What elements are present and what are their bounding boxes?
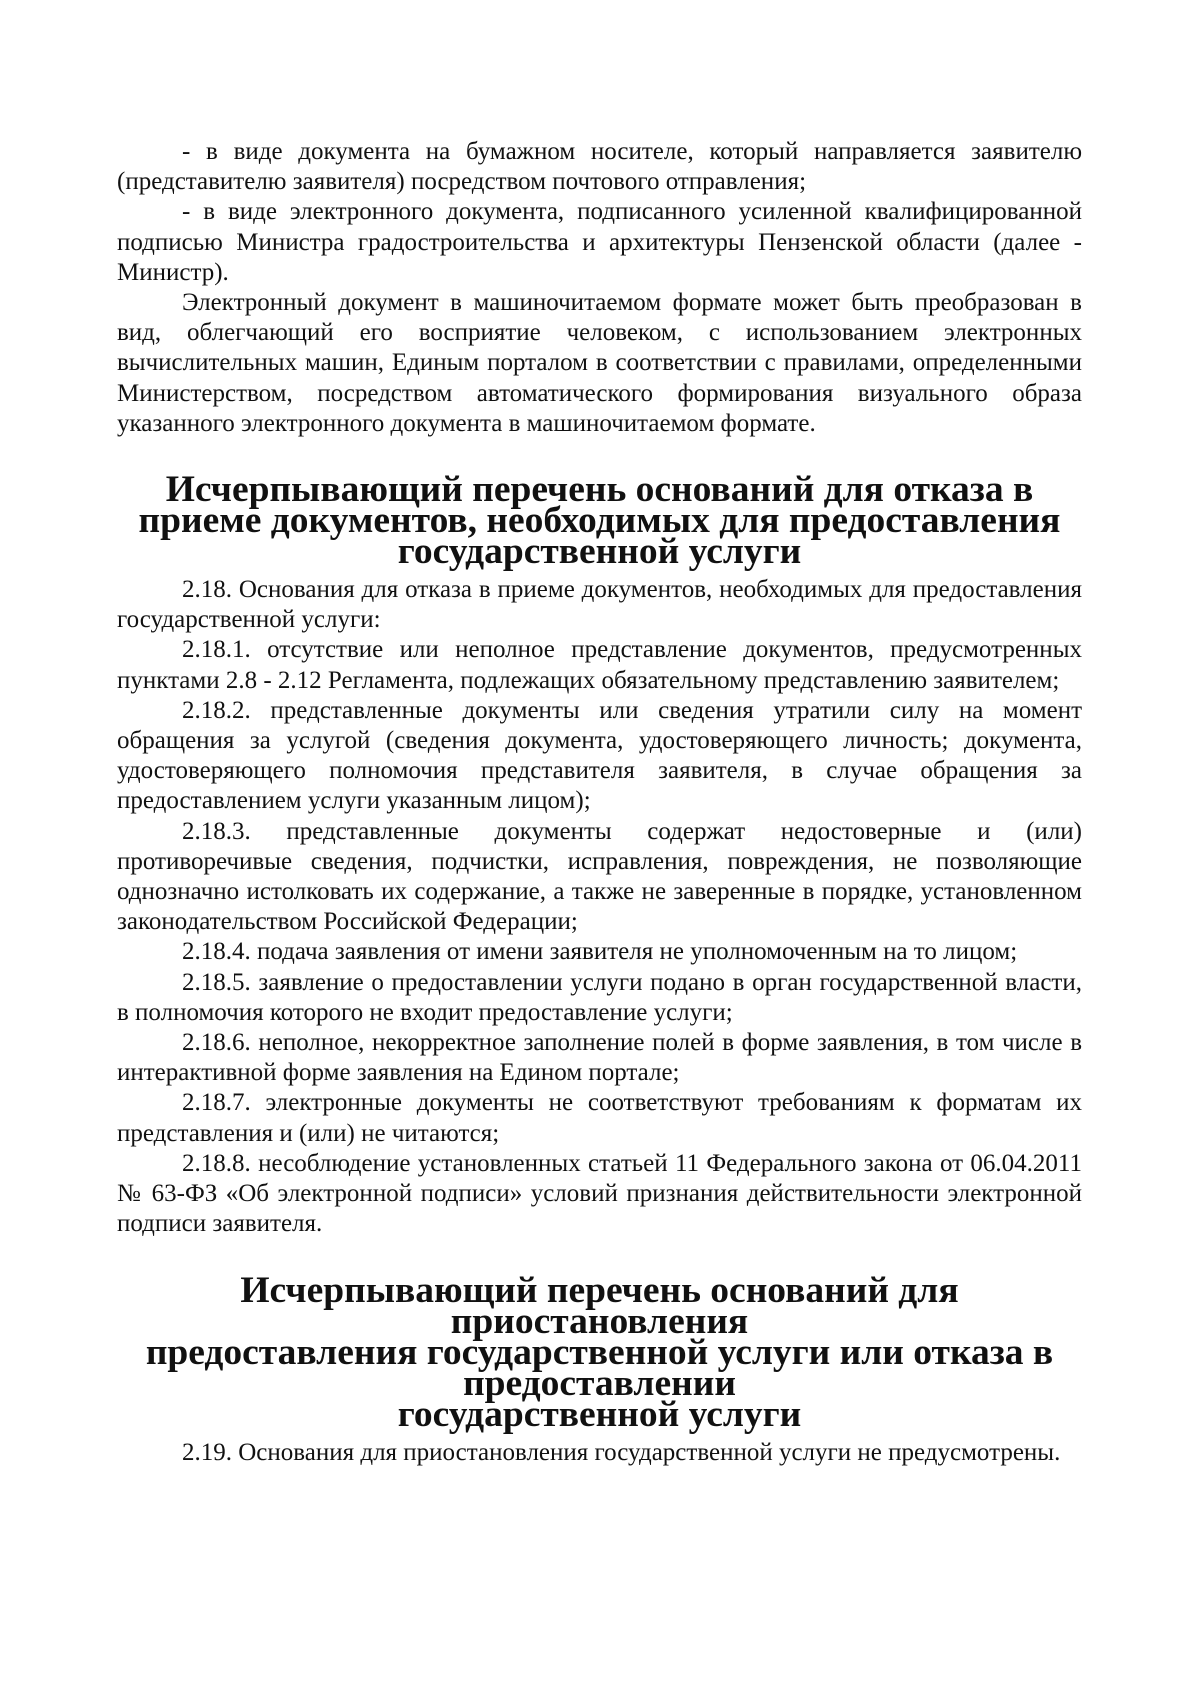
intro-paragraph-machine-readable: Электронный документ в машиночитаемом формате может быть преобразован в вид, облегчающий его восприятие человеком, с использованием электронных вычислительных машин, Единым порталом в соответствии с правилами, определенными Министерством, посредством автоматического формирования визуального образа указанного электронного документа в машиночитаемом формате. <box>117 289 1082 437</box>
section-heading-suspension-line-3: государственной услуги <box>397 1393 802 1435</box>
clause-2-18-3: 2.18.3. представленные документы содержат недостоверные и (или) противоречивые сведения, подчистки, исправления, повреждения, не позволяющие однозначно истолковать их содержание, а также не заверенные в порядке, установленном законодательством Российской Федерации; <box>117 817 1082 936</box>
document-page <box>117 137 1082 1468</box>
clause-2-19: 2.19. Основания для приостановления государственной услуги не предусмотрены. <box>182 1438 1061 1466</box>
clause-2-18-2: 2.18.2. представленные документы или сведения утратили силу на момент обращения за услугой (сведения документа, удостоверяющего личность; документа, удостоверяющего полномочия представителя заявителя, в случае обращения за предоставлением услуги указанным лицом); <box>117 696 1082 815</box>
clause-2-18-7: 2.18.7. электронные документы не соответствуют требованиям к форматам их представления и (или) не читаются; <box>117 1089 1082 1147</box>
section-refusal-body <box>117 575 1082 1239</box>
clause-2-18-8: 2.18.8. несоблюдение установленных статьей 11 Федерального закона от 06.04.2011 № 63-ФЗ «Об электронной подписи» условий признания действительности электронной подписи заявителя. <box>117 1149 1082 1238</box>
clause-2-18-1: 2.18.1. отсутствие или неполное представление документов, предусмотренных пунктами 2.8 - 2.12 Регламента, подлежащих обязательному представлению заявителем; <box>117 636 1082 694</box>
clause-2-18: 2.18. Основания для отказа в приеме документов, необходимых для предоставления государственной услуги: <box>117 576 1082 634</box>
clause-2-18-6: 2.18.6. неполное, некорректное заполнение полей в форме заявления, в том числе в интерактивной форме заявления на Едином портале; <box>117 1029 1082 1087</box>
section-heading-suspension <box>117 1269 1082 1435</box>
clause-2-18-5: 2.18.5. заявление о предоставлении услуги подано в орган государственной власти, в полномочия которого не входит предоставление услуги; <box>117 968 1082 1026</box>
clause-2-18-4: 2.18.4. подача заявления от имени заявителя не уполномоченным на то лицом; <box>182 938 1018 966</box>
section-heading-suspension-line-1: Исчерпывающий перечень оснований для приостановления <box>240 1269 959 1342</box>
section-heading-suspension-line-2: предоставления государственной услуги или отказа в предоставлении <box>145 1331 1054 1404</box>
section-heading-refusal: Исчерпывающий перечень оснований для отказа в приеме документов, необходимых для предоставления государственной услуги <box>138 469 1061 573</box>
intro-paragraph-paper: - в виде документа на бумажном носителе, который направляется заявителю (представителю заявителя) посредством почтового отправления; <box>117 138 1082 196</box>
intro-paragraph-electronic: - в виде электронного документа, подписанного усиленной квалифицированной подписью Министра градостроительства и архитектуры Пензенской области (далее - Министр). <box>117 198 1082 286</box>
